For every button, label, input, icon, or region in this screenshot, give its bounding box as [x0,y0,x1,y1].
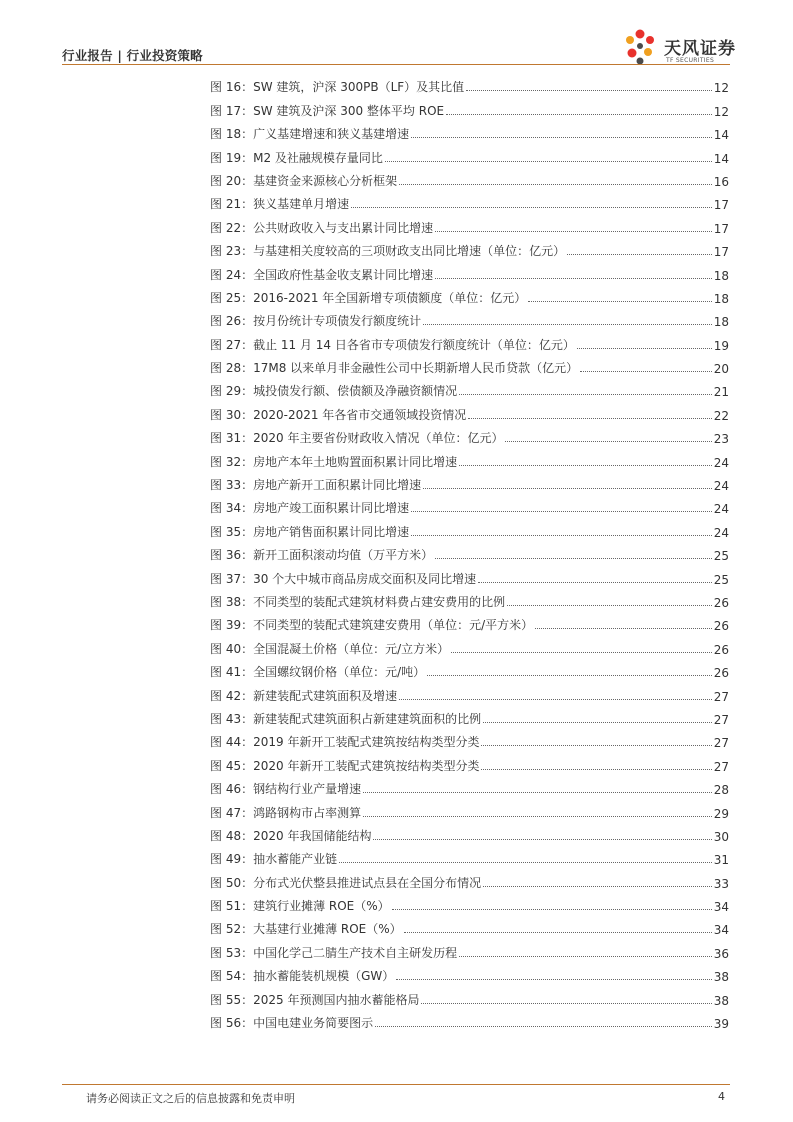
toc-entry-label[interactable]: 图 16：SW 建筑，沪深 300PB（LF）及其比值 [210,80,465,95]
toc-dot-leader [483,886,712,887]
toc-entry-page[interactable]: 14 [713,128,729,143]
toc-entry-page[interactable]: 14 [713,151,729,166]
toc-dot-leader [528,301,711,302]
toc-entry-page[interactable]: 26 [713,666,729,681]
toc-dot-leader [399,699,712,700]
toc-entry-page[interactable]: 23 [713,432,729,447]
toc-entry-label[interactable]: 图 47：鸿路钢构市占率测算 [210,805,362,820]
toc-entry[interactable] [210,563,729,586]
toc-dot-leader [567,254,712,255]
toc-entry-label[interactable]: 图 49：抽水蓄能产业链 [210,852,338,867]
toc-entry[interactable] [210,844,729,867]
brand-logo [620,26,740,68]
toc-entry[interactable] [210,399,729,422]
toc-entry-page[interactable]: 17 [713,221,729,236]
toc-entry[interactable] [210,984,729,1007]
toc-entry-label[interactable]: 图 25：2016-2021 年全国新增专项债额度（单位：亿元） [210,290,527,305]
toc-entry[interactable] [210,236,729,259]
toc-entry-page[interactable]: 24 [713,455,729,470]
figure-index-list [210,72,729,1031]
toc-dot-leader [404,932,712,933]
toc-dot-leader [580,371,712,372]
toc-entry[interactable] [210,329,729,352]
toc-entry-page[interactable]: 17 [713,245,729,260]
toc-entry-label[interactable]: 图 22：公共财政收入与支出累计同比增速 [210,220,434,235]
toc-dot-leader [427,675,712,676]
toc-entry-label[interactable]: 图 55：2025 年预测国内抽水蓄能格局 [210,992,420,1007]
toc-entry-page[interactable]: 18 [713,268,729,283]
toc-entry-page[interactable]: 16 [713,174,729,189]
footer-divider [62,1084,730,1085]
toc-dot-leader [423,324,712,325]
toc-entry-page[interactable]: 24 [713,479,729,494]
toc-entry-label[interactable]: 图 32：房地产本年土地购置面积累计同比增速 [210,454,458,469]
toc-entry-label[interactable]: 图 44：2019 年新开工装配式建筑按结构类型分类 [210,735,480,750]
toc-entry-page[interactable]: 18 [713,291,729,306]
toc-entry[interactable] [210,891,729,914]
toc-entry[interactable] [210,540,729,563]
toc-entry[interactable] [210,166,729,189]
toc-entry-page[interactable]: 20 [713,362,729,377]
toc-entry[interactable] [210,750,729,773]
toc-entry[interactable] [210,633,729,656]
header-divider [62,64,730,65]
toc-entry[interactable] [210,937,729,960]
toc-entry-label[interactable]: 图 30：2020-2021 年各省市交通领域投资情况 [210,407,467,422]
toc-entry[interactable] [210,704,729,727]
toc-entry[interactable] [210,306,729,329]
toc-entry-page[interactable]: 12 [713,104,729,119]
toc-dot-leader [351,207,712,208]
toc-entry-page[interactable]: 27 [713,759,729,774]
toc-dot-leader [373,839,711,840]
toc-entry[interactable] [210,259,729,282]
toc-entry-page[interactable]: 19 [713,338,729,353]
toc-dot-leader [392,909,712,910]
toc-entry[interactable] [210,821,729,844]
toc-entry-page[interactable]: 34 [713,900,729,915]
toc-entry[interactable] [210,797,729,820]
toc-dot-leader [423,488,712,489]
toc-dot-leader [421,1003,711,1004]
toc-entry-label[interactable]: 图 34：房地产竣工面积累计同比增速 [210,501,410,516]
toc-entry-page[interactable]: 24 [713,525,729,540]
toc-dot-leader [505,441,711,442]
toc-entry-label[interactable]: 图 39：不同类型的装配式建筑建安费用（单位：元/平方米） [210,618,534,633]
toc-entry[interactable] [210,1008,729,1031]
toc-entry-page[interactable]: 33 [713,876,729,891]
toc-entry-label[interactable]: 图 23：与基建相关度较高的三项财政支出同比增速（单位：亿元） [210,244,566,259]
footer-disclaimer: 请务必阅读正文之后的信息披露和免责申明 [86,1092,295,1105]
toc-entry-page[interactable]: 36 [713,946,729,961]
toc-dot-leader [411,511,712,512]
toc-entry[interactable] [210,353,729,376]
toc-entry-label[interactable]: 图 36：新开工面积滚动均值（万平方米） [210,548,434,563]
brand-name: 天风证券 [664,39,736,59]
toc-entry[interactable] [210,610,729,633]
toc-entry-label[interactable]: 图 27：截止 11 月 14 日各省市专项债发行额度统计（单位：亿元） [210,337,575,352]
toc-entry[interactable] [210,119,729,142]
toc-dot-leader [363,816,712,817]
toc-dot-leader [435,231,712,232]
toc-dot-leader [435,278,712,279]
toc-entry-page[interactable]: 26 [713,595,729,610]
toc-entry[interactable] [210,493,729,516]
toc-entry[interactable] [210,72,729,95]
toc-entry[interactable] [210,446,729,469]
toc-entry-label[interactable]: 图 26：按月份统计专项债发行额度统计 [210,314,422,329]
toc-entry-label[interactable]: 图 48：2020 年我国储能结构 [210,828,372,843]
toc-entry-label[interactable]: 图 19：M2 及社融规模存量同比 [210,150,383,165]
toc-entry-page[interactable]: 39 [713,1017,729,1032]
toc-entry[interactable] [210,774,729,797]
toc-dot-leader [468,418,711,419]
toc-entry-label[interactable]: 图 45：2020 年新开工装配式建筑按结构类型分类 [210,758,480,773]
toc-entry[interactable] [210,657,729,680]
toc-entry-label[interactable]: 图 42：新建装配式建筑面积及增速 [210,688,398,703]
toc-entry-label[interactable]: 图 46：钢结构行业产量增速 [210,782,362,797]
toc-entry-label[interactable]: 图 18：广义基建增速和狭义基建增速 [210,127,410,142]
toc-entry[interactable] [210,470,729,493]
toc-entry[interactable] [210,376,729,399]
flower-logo-icon [620,26,660,68]
toc-entry[interactable] [210,587,729,610]
toc-entry-label[interactable]: 图 56：中国电建业务简要图示 [210,1016,374,1031]
toc-dot-leader [451,652,712,653]
toc-entry[interactable] [210,212,729,235]
toc-entry[interactable] [210,867,729,890]
toc-entry-page[interactable]: 38 [713,993,729,1008]
toc-entry-page[interactable]: 24 [713,502,729,517]
toc-dot-leader [435,558,712,559]
toc-dot-leader [411,137,712,138]
toc-entry[interactable] [210,189,729,212]
toc-entry[interactable] [210,680,729,703]
toc-entry-page[interactable]: 27 [713,712,729,727]
toc-entry-page[interactable]: 31 [713,853,729,868]
toc-entry-label[interactable]: 图 50：分布式光伏整县推进试点县在全国分布情况 [210,875,482,890]
toc-entry[interactable] [210,95,729,118]
toc-entry-label[interactable]: 图 40：全国混凝土价格（单位：元/立方米） [210,641,450,656]
toc-dot-leader [459,465,712,466]
toc-entry-label[interactable]: 图 33：房地产新开工面积累计同比增速 [210,478,422,493]
toc-entry-page[interactable]: 17 [713,198,729,213]
toc-entry-page[interactable]: 25 [713,572,729,587]
toc-entry-page[interactable]: 27 [713,689,729,704]
toc-entry-page[interactable]: 27 [713,736,729,751]
toc-dot-leader [535,628,712,629]
toc-entry-label[interactable]: 图 51：建筑行业摊薄 ROE（%） [210,899,390,914]
toc-entry-page[interactable]: 38 [713,970,729,985]
toc-entry-label[interactable]: 图 29：城投债发行额、偿债额及净融资额情况 [210,384,458,399]
toc-dot-leader [396,979,711,980]
toc-entry-label[interactable]: 图 52：大基建行业摊薄 ROE（%） [210,922,402,937]
toc-entry[interactable] [210,516,729,539]
toc-dot-leader [478,582,712,583]
toc-entry-page[interactable]: 25 [713,549,729,564]
toc-dot-leader [399,184,712,185]
toc-dot-leader [466,90,712,91]
toc-entry[interactable] [210,142,729,165]
toc-entry[interactable] [210,914,729,937]
toc-entry-label[interactable]: 图 37：30 个大中城市商品房成交面积及同比增速 [210,571,477,586]
toc-entry-label[interactable]: 图 38：不同类型的装配式建筑材料费占建安费用的比例 [210,594,506,609]
toc-entry-page[interactable]: 18 [713,315,729,330]
toc-entry-label[interactable]: 图 20：基建资金来源核心分析框架 [210,173,398,188]
toc-dot-leader [446,114,712,115]
toc-dot-leader [459,956,712,957]
toc-dot-leader [459,394,712,395]
toc-dot-leader [375,1026,712,1027]
toc-entry-page[interactable]: 26 [713,642,729,657]
toc-dot-leader [363,792,712,793]
toc-entry-page[interactable]: 30 [713,829,729,844]
toc-dot-leader [481,769,711,770]
toc-dot-leader [507,605,712,606]
toc-entry[interactable] [210,727,729,750]
toc-entry[interactable] [210,961,729,984]
toc-entry-label[interactable]: 图 17：SW 建筑及沪深 300 整体平均 ROE [210,103,445,118]
toc-entry-page[interactable]: 21 [713,385,729,400]
toc-dot-leader [339,862,712,863]
toc-entry-page[interactable]: 22 [713,408,729,423]
toc-dot-leader [577,348,712,349]
page-number: 4 [718,1090,725,1103]
toc-entry-page[interactable]: 26 [713,619,729,634]
toc-entry-label[interactable]: 图 28：17M8 以来单月非金融性公司中长期新增人民币贷款（亿元） [210,361,579,376]
toc-entry-label[interactable]: 图 41：全国螺纹钢价格（单位：元/吨） [210,665,426,680]
toc-dot-leader [385,161,712,162]
toc-entry[interactable] [210,423,729,446]
toc-entry-label[interactable]: 图 54：抽水蓄能装机规模（GW） [210,969,395,984]
toc-entry[interactable] [210,283,729,306]
toc-entry-page[interactable]: 29 [713,806,729,821]
toc-entry-page[interactable]: 28 [713,783,729,798]
toc-entry-page[interactable]: 34 [713,923,729,938]
toc-dot-leader [481,745,711,746]
toc-entry-label[interactable]: 图 24：全国政府性基金收支累计同比增速 [210,267,434,282]
toc-entry-page[interactable]: 12 [713,81,729,96]
report-category-header: 行业报告 | 行业投资策略 [62,48,203,63]
toc-entry-label[interactable]: 图 31：2020 年主要省份财政收入情况（单位：亿元） [210,431,504,446]
toc-entry-label[interactable]: 图 35：房地产销售面积累计同比增速 [210,524,410,539]
toc-dot-leader [483,722,712,723]
toc-entry-label[interactable]: 图 43：新建装配式建筑面积占新建建筑面积的比例 [210,711,482,726]
toc-entry-label[interactable]: 图 53：中国化学己二腈生产技术自主研发历程 [210,945,458,960]
toc-entry-label[interactable]: 图 21：狭义基建单月增速 [210,197,350,212]
brand-subtitle: TF SECURITIES [666,57,715,64]
toc-dot-leader [411,535,712,536]
